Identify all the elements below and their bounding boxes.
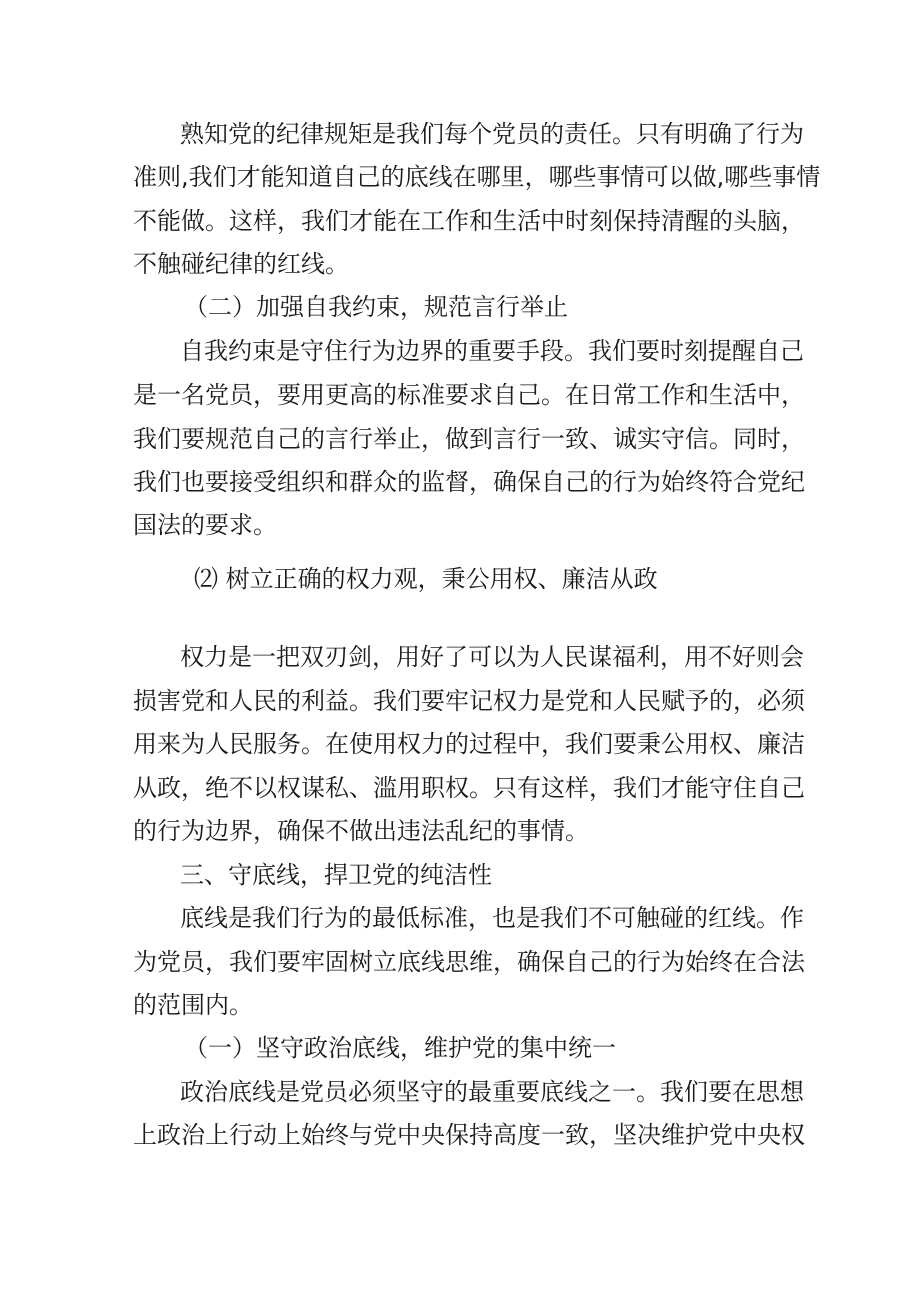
paragraph-line: 损害党和人民的利益。我们要牢记权力是党和人民赋予的，必须: [133, 687, 805, 715]
paragraph-line: 我们要规范自己的言行举止，做到言行一致、诚实守信。同时，: [133, 425, 805, 453]
paragraph-line: 为党员，我们要牢固树立底线思维，确保自己的行为始终在合法: [133, 948, 805, 976]
section-heading: （二）加强自我约束，规范言行举止: [184, 293, 568, 321]
paragraph-line: 政治底线是党员必须坚守的最重要底线之一。我们要在思想: [180, 1078, 804, 1106]
section-heading: （一）坚守政治底线，维护党的集中统一: [184, 1034, 616, 1062]
paragraph-line: 的范围内。: [133, 991, 253, 1019]
paragraph-line: 熟知党的纪律规矩是我们每个党员的责任。只有明确了行为: [180, 120, 804, 148]
paragraph-line: 我们也要接受组织和群众的监督，确保自己的行为始终符合党纪: [133, 468, 805, 496]
paragraph-line: 自我约束是守住行为边界的重要手段。我们要时刻提醒自己: [180, 337, 804, 365]
paragraph-line: 权力是一把双刃剑，用好了可以为人民谋福利，用不好则会: [180, 643, 804, 671]
paragraph-line: 上政治上行动上始终与党中央保持高度一致，坚决维护党中央权: [133, 1121, 805, 1149]
paragraph-line: 的行为边界，确保不做出违法乱纪的事情。: [133, 817, 589, 845]
section-heading: ⑵ 树立正确的权力观，秉公用权、廉洁从政: [194, 565, 658, 593]
paragraph-line: 不触碰纪律的红线。: [133, 250, 349, 278]
paragraph-line: 是一名党员，要用更高的标准要求自己。在日常工作和生活中，: [133, 381, 805, 409]
paragraph-line: 用来为人民服务。在使用权力的过程中，我们要秉公用权、廉洁: [133, 730, 805, 758]
paragraph-line: 底线是我们行为的最低标准，也是我们不可触碰的红线。作: [180, 904, 804, 932]
section-heading: 三、守底线，捍卫党的纯洁性: [180, 861, 492, 889]
paragraph-line: 国法的要求。: [133, 511, 277, 539]
paragraph-line: 准则,我们才能知道自己的底线在哪里，哪些事情可以做,哪些事情: [133, 163, 821, 191]
paragraph-line: 不能做。这样，我们才能在工作和生活中时刻保持清醒的头脑，: [133, 207, 805, 235]
paragraph-line: 从政，绝不以权谋私、滥用职权。只有这样，我们才能守住自己: [133, 774, 805, 802]
